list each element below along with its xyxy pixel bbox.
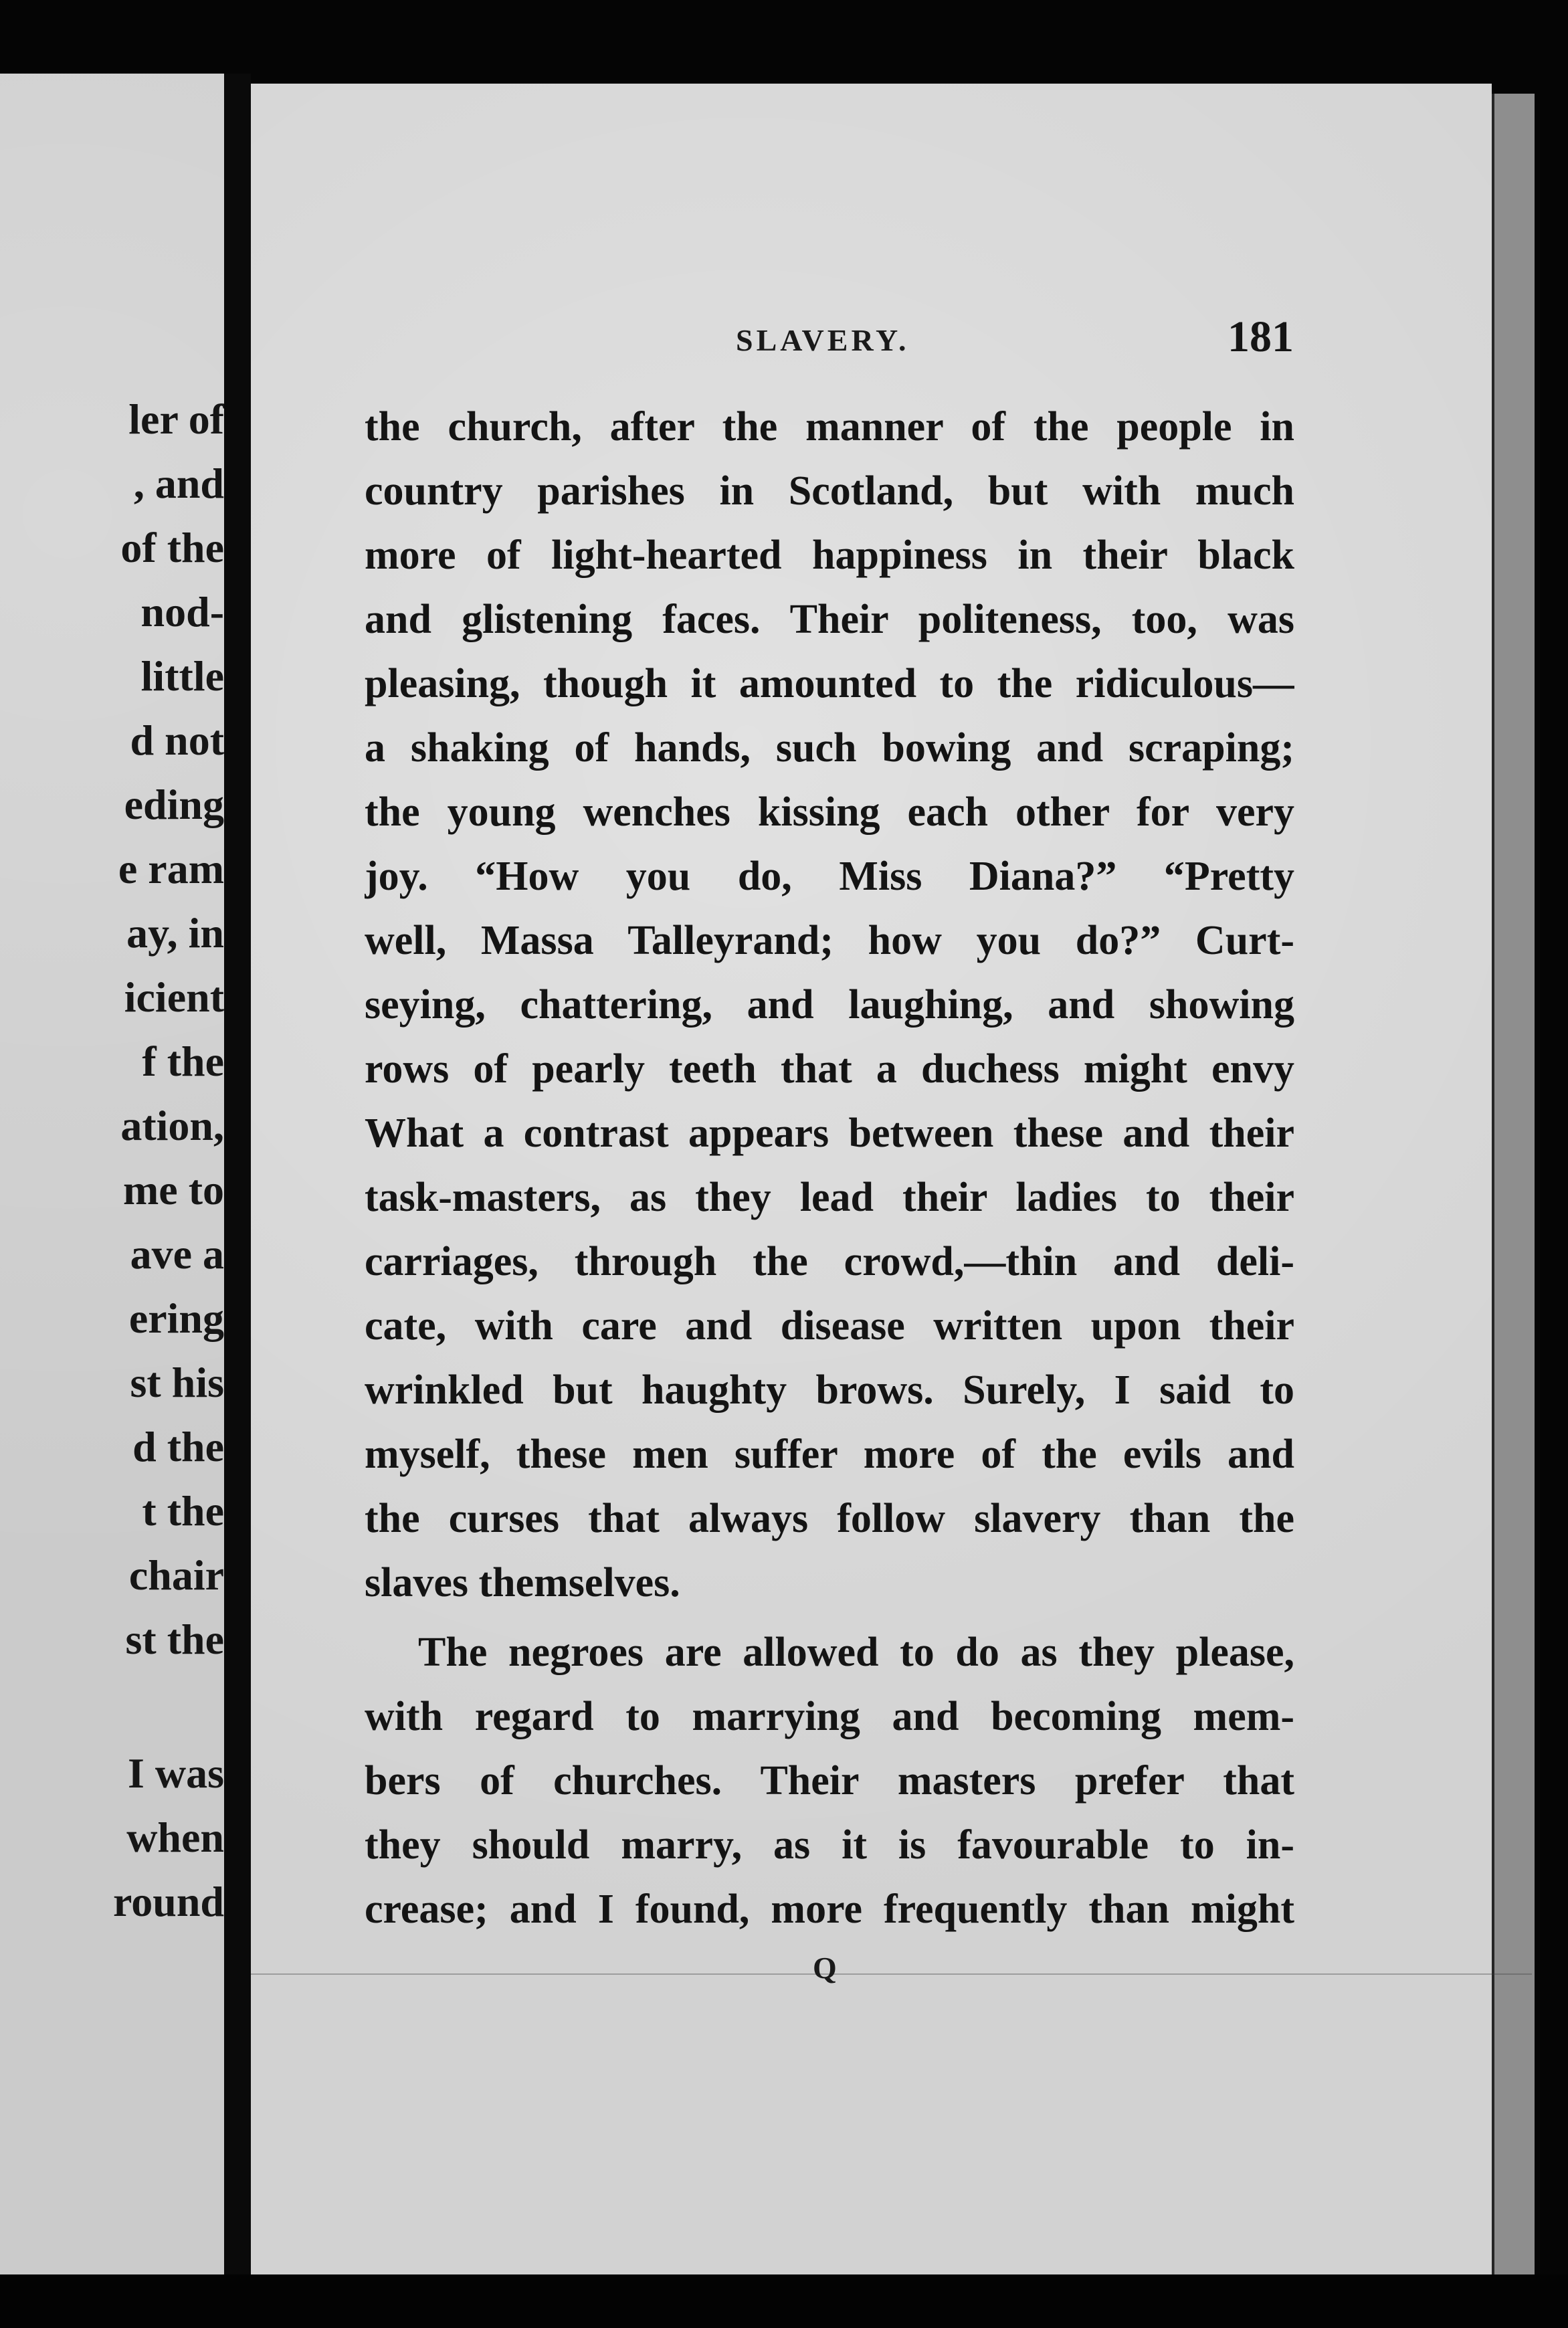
text-line: myself, these men suffer more of the evils and (365, 1432, 1294, 1477)
facing-page-line: nod- (140, 588, 224, 636)
scan-border (0, 2274, 1568, 2328)
facing-page-line: d the (132, 1423, 224, 1470)
text-line: slaves themselves. (365, 1560, 680, 1606)
text-line: pleasing, though it amounted to the ridiculous— (365, 661, 1294, 706)
facing-page-line: ler of (128, 395, 224, 443)
facing-page-line: eding (124, 781, 224, 828)
facing-page-line: ation, (120, 1102, 224, 1149)
facing-page-line: round (112, 1878, 224, 1925)
text-line: a shaking of hands, such bowing and scraping; (365, 725, 1294, 771)
book-gutter (224, 74, 251, 2281)
text-line: seying, chattering, and laughing, and showing (365, 982, 1294, 1028)
facing-page-line: t the (142, 1487, 224, 1535)
running-head: SLAVERY. (736, 323, 910, 357)
text-line: the curses that always follow slavery than the (365, 1496, 1294, 1541)
body-text (365, 395, 1294, 1941)
page-edge (1492, 94, 1535, 2274)
facing-page-line: ave a (130, 1230, 224, 1278)
facing-page-line: ering (128, 1294, 224, 1342)
facing-page-line: of the (120, 524, 224, 571)
facing-page-line: chair (128, 1551, 224, 1599)
page-number: 181 (1228, 312, 1294, 361)
text-line: task-masters, as they lead their ladies to their (365, 1175, 1294, 1220)
text-line: more of light-hearted happiness in their black (365, 532, 1294, 578)
facing-page-line: icient (124, 973, 224, 1021)
text-line: with regard to marrying and becoming mem- (365, 1694, 1294, 1739)
scan-line (251, 1973, 1532, 1975)
facing-page-line: d not (130, 716, 224, 764)
text-line: joy. “How you do, Miss Diana?” “Pretty (365, 854, 1294, 899)
facing-page-line: ay, in (126, 909, 224, 957)
facing-page-line: st the (125, 1616, 224, 1663)
text-line: bers of churches. Their masters prefer that (365, 1758, 1294, 1804)
text-line: the church, after the manner of the people in (365, 404, 1294, 450)
facing-page-line: I was (127, 1749, 224, 1797)
facing-page-line: when (126, 1814, 224, 1861)
facing-page-edge (0, 74, 224, 2274)
text-line: cate, with care and disease written upon their (365, 1303, 1294, 1349)
text-line: they should marry, as it is favourable to in- (365, 1822, 1294, 1868)
facing-page-line: st his (130, 1359, 224, 1406)
text-line: wrinkled but haughty brows. Surely, I said to (365, 1367, 1294, 1413)
text-line: and glistening faces. Their politeness, too, was (365, 597, 1294, 642)
text-line: rows of pearly teeth that a duchess might envy (365, 1046, 1294, 1092)
text-line: the young wenches kissing each other for very (365, 789, 1294, 835)
text-line: well, Massa Talleyrand; how you do?” Curt- (365, 918, 1294, 963)
signature-mark: Q (813, 1951, 837, 1985)
facing-page-line: me to (122, 1166, 224, 1214)
text-line: country parishes in Scotland, but with much (365, 468, 1294, 514)
text-line: What a contrast appears between these and their (365, 1110, 1294, 1156)
text-line: carriages, through the crowd,—thin and deli- (365, 1239, 1294, 1284)
facing-page-line: little (140, 652, 224, 700)
text-line: The negroes are allowed to do as they please, (418, 1630, 1294, 1675)
facing-page-line: e ram (118, 845, 224, 892)
facing-page-line: f the (142, 1038, 224, 1085)
text-line: crease; and I found, more frequently than might (365, 1886, 1294, 1932)
facing-page-line: , and (133, 460, 224, 507)
